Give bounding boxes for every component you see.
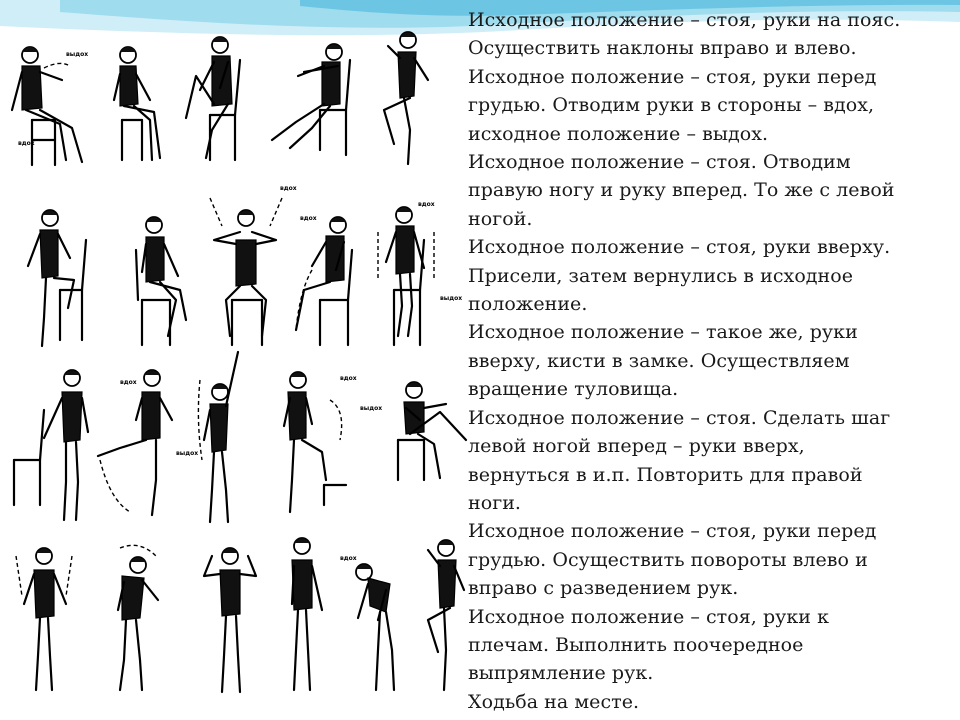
instruction-line: Исходное положение – стоя, руки на пояс.: [468, 9, 901, 31]
instruction-line: выпрямление рук.: [468, 662, 654, 685]
instruction-line: Ходьба на месте.: [468, 690, 640, 713]
exhale-label: выдох: [360, 405, 383, 412]
instruction-line: грудью. Отводим руки в стороны – вдох,: [468, 94, 875, 117]
instruction-line: Исходное положение – стоя, руки перед: [468, 65, 877, 88]
inhale-label: вдох: [300, 215, 317, 222]
instruction-line: вернуться в и.п. Повторить для правой: [468, 463, 863, 486]
instructions-list: [468, 6, 950, 716]
inhale-label: вдох: [120, 379, 137, 386]
figure-standing-side-bend: [118, 545, 158, 690]
figure-seated-leg-extension: [272, 44, 350, 155]
exhale-label: выдох: [176, 450, 199, 457]
figure-standing-arm-up: [198, 352, 238, 522]
instruction-line: левой ногой вперед – руки вверх,: [468, 435, 805, 458]
figure-forward-bend: [340, 555, 394, 690]
figure-seated-hands-on-knees: [114, 47, 160, 160]
instruction-line: Осуществить наклоны вправо и влево.: [468, 37, 857, 60]
figure-seated-arm-raise: [12, 47, 88, 165]
figure-standing-step: [284, 372, 382, 512]
figure-standing-arms-out: [16, 548, 72, 690]
exercise-illustration: [0, 0, 470, 720]
instruction-line: Исходное положение – стоя. Сделать шаг: [468, 406, 891, 429]
instruction-line: Присели, затем вернулись в исходное: [468, 264, 854, 287]
instruction-line: Исходное положение – стоя, руки вверху.: [468, 236, 891, 259]
instruction-line: Исходное положение – стоя, руки перед: [468, 520, 877, 543]
figure-seated-side-twist: [296, 215, 352, 345]
instruction-line: плечам. Выполнить поочередное: [468, 633, 804, 656]
figure-standing-knee-lift: [384, 32, 428, 164]
figure-leg-on-chair: [28, 210, 86, 346]
instruction-line: ногой.: [468, 207, 533, 230]
figure-standing-leg-forward: [98, 370, 198, 515]
figure-seated-knee-raise: [186, 37, 240, 160]
figure-seated-arms-spread: [210, 185, 297, 345]
figure-standing-turn: [292, 538, 322, 690]
figure-arms-to-shoulders: [204, 548, 256, 692]
instruction-line: Исходное положение – такое же, руки: [468, 321, 858, 344]
figure-standing-by-chair: [14, 370, 88, 520]
instruction-line: правую ногу и руку вперед. То же с левой: [468, 179, 895, 202]
figure-seated-legs-apart: [136, 217, 186, 345]
instruction-line: вращение туловища.: [468, 378, 679, 401]
figure-seated-arm-down: [378, 201, 462, 345]
instruction-line: грудью. Осуществить повороты влево и: [468, 548, 868, 571]
instruction-line: ноги.: [468, 491, 522, 514]
figure-seated-knee-hug: [398, 382, 466, 480]
instruction-line: вправо с разведением рук.: [468, 577, 739, 600]
inhale-label: вдох: [340, 375, 357, 382]
instruction-line: Исходное положение – стоя, руки к: [468, 605, 830, 628]
exhale-label: выдох: [440, 295, 463, 302]
instruction-line: исходное положение – выдох.: [468, 122, 769, 145]
exhale-label: выдох: [66, 51, 89, 58]
inhale-label: вдох: [418, 201, 435, 208]
inhale-label: вдох: [340, 555, 357, 562]
instruction-line: вверху, кисти в замке. Осуществляем: [468, 349, 850, 372]
figure-marching: [428, 540, 464, 690]
inhale-label: вдох: [18, 140, 35, 147]
instruction-line: положение.: [468, 293, 588, 316]
inhale-label: вдох: [280, 185, 297, 192]
instruction-line: Исходное положение – стоя. Отводим: [468, 151, 851, 174]
